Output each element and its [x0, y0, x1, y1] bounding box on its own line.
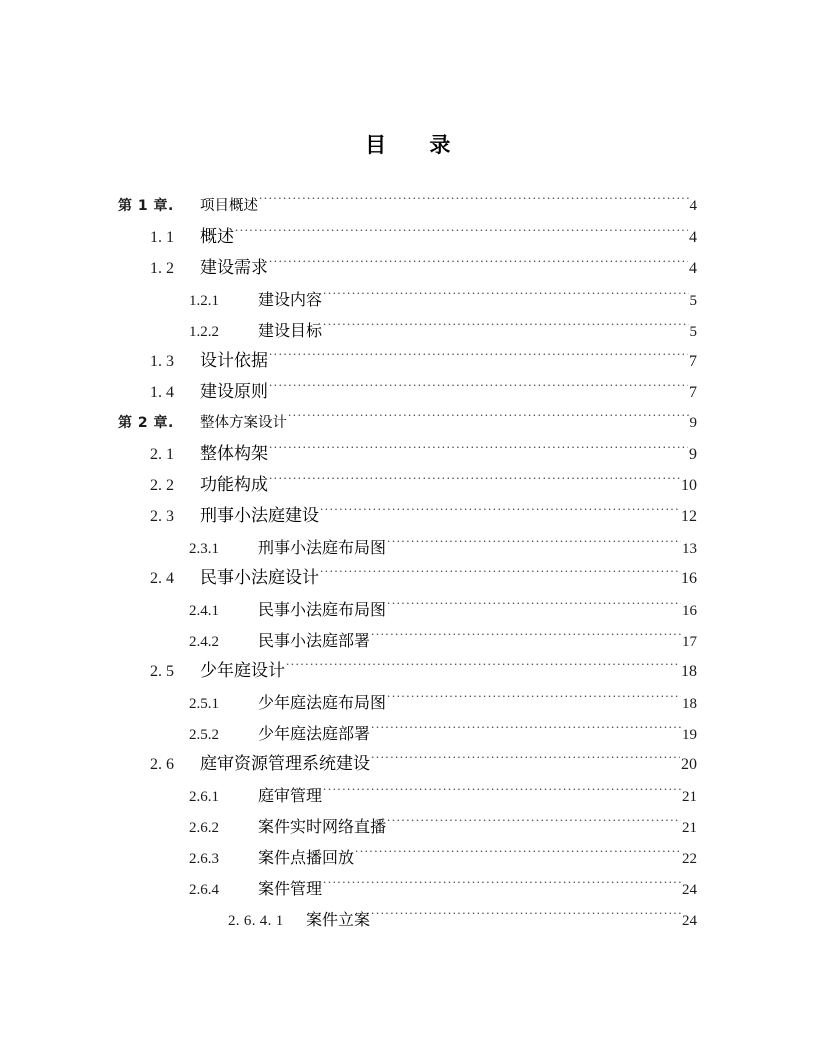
toc-entry[interactable]: [0, 191, 816, 222]
toc-entry-page-number: 18: [682, 696, 697, 712]
toc-entry[interactable]: [0, 315, 816, 346]
toc-entry[interactable]: [0, 687, 816, 718]
toc-entry-number: 1.2.2: [189, 324, 219, 340]
toc-entry-number: 第 2 章.: [118, 415, 174, 431]
toc-entry-title: 刑事小法庭布局图: [258, 538, 387, 557]
toc-entry-title: 功能构成: [200, 475, 268, 495]
toc-entry-page-number: 9: [689, 446, 697, 463]
toc-entry[interactable]: [0, 594, 816, 625]
toc-dot-leader: [387, 537, 681, 553]
toc-entry[interactable]: [0, 656, 816, 687]
toc-entry-title: 少年庭法庭部署: [258, 724, 371, 743]
toc-entry-page-number: 24: [682, 913, 697, 929]
toc-entry-title: 民事小法庭部署: [258, 631, 371, 650]
toc-entry-number: 2. 1: [150, 446, 174, 463]
toc-entry[interactable]: [0, 718, 816, 749]
toc-entry[interactable]: [0, 222, 816, 253]
toc-entry-page-number: 4: [689, 260, 697, 277]
toc-entry[interactable]: [0, 904, 816, 935]
toc-entry[interactable]: [0, 253, 816, 284]
toc-entry-page-number: 7: [689, 384, 697, 401]
toc-entry-title: 整体方案设计: [200, 415, 287, 431]
toc-entry-number: 2. 6. 4. 1: [228, 913, 284, 929]
toc-entry-title: 少年庭法庭布局图: [258, 693, 387, 712]
toc-dot-leader: [355, 847, 681, 863]
toc-entry-title: 建设原则: [200, 382, 268, 402]
toc-entry-page-number: 7: [689, 353, 697, 370]
toc-entry-page-number: 4: [689, 198, 697, 214]
toc-entry-number: 2.5.1: [189, 696, 219, 712]
toc-entry-number: 2.3.1: [189, 541, 219, 557]
toc-entry[interactable]: [0, 377, 816, 408]
toc-entry-title: 建设内容: [258, 290, 323, 309]
toc-dot-leader: [235, 226, 688, 242]
toc-entry-number: 1. 1: [150, 229, 174, 246]
toc-entry-title: 民事小法庭设计: [200, 568, 319, 588]
toc-entry-title: 案件立案: [306, 910, 371, 929]
toc-dot-leader: [371, 723, 681, 739]
toc-entry-title: 案件实时网络直播: [258, 817, 387, 836]
toc-entry[interactable]: [0, 439, 816, 470]
toc-dot-leader: [269, 257, 688, 273]
toc-entry-title: 民事小法庭布局图: [258, 600, 387, 619]
toc-entry[interactable]: [0, 563, 816, 594]
toc-entry-number: 2.5.2: [189, 727, 219, 743]
toc-dot-leader: [269, 443, 688, 459]
toc-entry-number: 2.6.4: [189, 882, 219, 898]
toc-entry[interactable]: [0, 501, 816, 532]
toc-entry[interactable]: [0, 811, 816, 842]
toc-entry-page-number: 16: [682, 603, 697, 619]
toc-dot-leader: [269, 474, 680, 490]
toc-entry[interactable]: [0, 625, 816, 656]
toc-entry-number: 2. 4: [150, 570, 174, 587]
toc-entry-number: 1. 3: [150, 353, 174, 370]
toc-entry-title: 整体构架: [200, 444, 268, 464]
toc-entry-page-number: 19: [682, 727, 697, 743]
toc-entry-page-number: 13: [682, 541, 697, 557]
toc-dot-leader: [323, 785, 681, 801]
toc-dot-leader: [269, 381, 688, 397]
toc-entry[interactable]: [0, 873, 816, 904]
toc-dot-leader: [259, 194, 689, 210]
toc-dot-leader: [320, 567, 680, 583]
toc-entry-page-number: 21: [682, 820, 697, 836]
toc-entry-number: 2.4.1: [189, 603, 219, 619]
toc-entry-number: 2. 5: [150, 663, 174, 680]
toc-entry-number: 1. 2: [150, 260, 174, 277]
toc-entry-title: 设计依据: [200, 351, 268, 371]
toc-dot-leader: [269, 350, 688, 366]
toc-dot-leader: [371, 630, 681, 646]
toc-entry-number: 第 1 章.: [118, 198, 174, 214]
toc-entry-number: 2. 3: [150, 508, 174, 525]
toc-entry[interactable]: [0, 780, 816, 811]
toc-entry-number: 1. 4: [150, 384, 174, 401]
toc-entry[interactable]: [0, 470, 816, 501]
toc-entry-page-number: 4: [689, 229, 697, 246]
toc-dot-leader: [286, 660, 680, 676]
toc-entry[interactable]: [0, 408, 816, 439]
toc-dot-leader: [323, 320, 688, 336]
toc-entry-number: 1.2.1: [189, 293, 219, 309]
toc-entry-title: 项目概述: [200, 198, 258, 214]
toc-entry-number: 2. 6: [150, 756, 174, 773]
toc-entry-page-number: 18: [681, 663, 697, 680]
toc-entry-page-number: 22: [682, 851, 697, 867]
toc-entry[interactable]: [0, 842, 816, 873]
toc-entry-page-number: 10: [681, 477, 697, 494]
toc-entry-number: 2. 2: [150, 477, 174, 494]
toc-entry[interactable]: [0, 532, 816, 563]
toc-entry-number: 2.4.2: [189, 634, 219, 650]
toc-dot-leader: [320, 505, 680, 521]
toc-entry-title: 建设需求: [200, 258, 268, 278]
toc-dot-leader: [323, 878, 681, 894]
toc-entry-title: 案件管理: [258, 879, 323, 898]
toc-entry-number: 2.6.3: [189, 851, 219, 867]
toc-entry-title: 建设目标: [258, 321, 323, 340]
toc-entry-page-number: 24: [682, 882, 697, 898]
toc-entry-number: 2.6.2: [189, 820, 219, 836]
toc-entry[interactable]: [0, 346, 816, 377]
toc-dot-leader: [387, 599, 681, 615]
toc-dot-leader: [288, 411, 689, 427]
toc-dot-leader: [371, 753, 680, 769]
toc-entry-page-number: 5: [689, 293, 697, 309]
toc-entry-page-number: 9: [689, 415, 697, 431]
page-title: 目 录: [365, 133, 451, 157]
toc-entry-page-number: 20: [681, 756, 697, 773]
toc-entry-title: 案件点播回放: [258, 848, 355, 867]
toc-entry-title: 刑事小法庭建设: [200, 506, 319, 526]
toc-dot-leader: [387, 692, 681, 708]
toc-entry[interactable]: [0, 749, 816, 780]
toc-entry-page-number: 17: [682, 634, 697, 650]
toc-entry-page-number: 21: [682, 789, 697, 805]
toc-entry-title: 少年庭设计: [200, 661, 285, 681]
toc-entry-number: 2.6.1: [189, 789, 219, 805]
table-of-contents: [0, 191, 816, 935]
toc-dot-leader: [323, 289, 688, 305]
toc-entry-title: 概述: [200, 227, 234, 247]
toc-entry-title: 庭审资源管理系统建设: [200, 754, 370, 774]
toc-dot-leader: [387, 816, 681, 832]
toc-entry-page-number: 12: [681, 508, 697, 525]
toc-entry[interactable]: [0, 284, 816, 315]
toc-entry-title: 庭审管理: [258, 786, 323, 805]
toc-entry-page-number: 16: [681, 570, 697, 587]
toc-entry-page-number: 5: [689, 324, 697, 340]
toc-dot-leader: [371, 909, 681, 925]
